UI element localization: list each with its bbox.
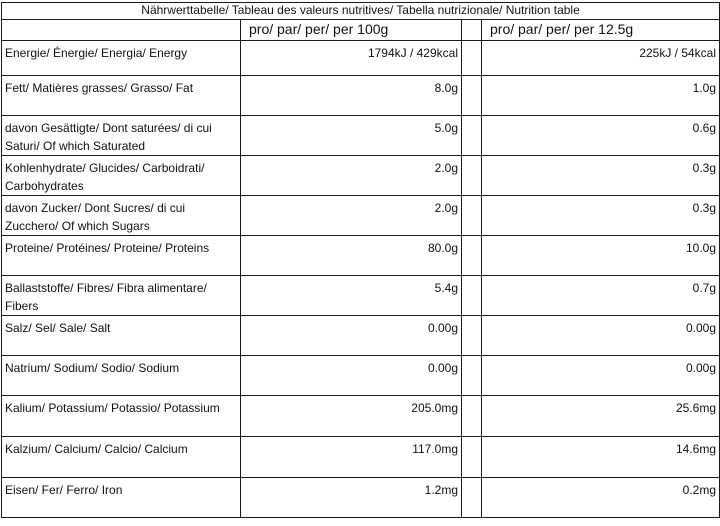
table-row: [2, 356, 720, 396]
value-per-100g: 2.0g: [241, 196, 462, 236]
header-per-portion: pro/ par/ per/ per 12.5g: [482, 20, 720, 41]
nutrient-label: Kalzium/ Calcium/ Calcio/ Calcium: [2, 437, 241, 478]
value-per-portion: 0.3g: [482, 196, 720, 236]
header-empty-cell: [2, 20, 241, 41]
value-per-portion: 0.6g: [482, 116, 720, 156]
value-per-100g: 8.0g: [241, 76, 462, 116]
column-gap: [462, 356, 482, 396]
value-per-100g: 2.0g: [241, 156, 462, 196]
value-per-portion: 0.3g: [482, 156, 720, 196]
value-per-portion: 1.0g: [482, 76, 720, 116]
nutrient-label: Eisen/ Fer/ Ferro/ Iron: [2, 478, 241, 518]
column-gap: [462, 478, 482, 518]
value-per-100g: 0.00g: [241, 316, 462, 356]
value-per-100g: 1.2mg: [241, 478, 462, 518]
column-gap: [462, 116, 482, 156]
column-gap: [462, 236, 482, 276]
nutrition-table: [1, 2, 720, 518]
header-per-100g: pro/ par/ per/ per 100g: [241, 20, 462, 41]
table-title-row: [2, 3, 720, 20]
value-per-portion: 25.6mg: [482, 396, 720, 437]
value-per-100g: 80.0g: [241, 236, 462, 276]
column-gap: [462, 276, 482, 316]
value-per-100g: 5.4g: [241, 276, 462, 316]
table-row: [2, 41, 720, 76]
table-row: [2, 396, 720, 437]
nutrient-label: Salz/ Sel/ Sale/ Salt: [2, 316, 241, 356]
table-row: [2, 316, 720, 356]
nutrient-label: Kalium/ Potassium/ Potassio/ Potassium: [2, 396, 241, 437]
column-gap: [462, 76, 482, 116]
nutrient-label: Kohlenhydrate/ Glucides/ Carboidrati/ Carbohydrates: [2, 156, 241, 196]
table-row: [2, 116, 720, 156]
value-per-portion: 0.00g: [482, 356, 720, 396]
column-gap: [462, 316, 482, 356]
table-row: [2, 276, 720, 316]
column-gap: [462, 156, 482, 196]
value-per-portion: 0.7g: [482, 276, 720, 316]
value-per-100g: 205.0mg: [241, 396, 462, 437]
value-per-portion: 0.00g: [482, 316, 720, 356]
value-per-portion: 0.2mg: [482, 478, 720, 518]
table-row: [2, 156, 720, 196]
value-per-100g: 0.00g: [241, 356, 462, 396]
value-per-portion: 10.0g: [482, 236, 720, 276]
table-row: [2, 236, 720, 276]
value-per-portion: 14.6mg: [482, 437, 720, 478]
table-row: [2, 478, 720, 518]
column-gap: [462, 196, 482, 236]
nutrient-label: Ballaststoffe/ Fibres/ Fibra alimentare/ Fibers: [2, 276, 241, 316]
column-gap: [462, 437, 482, 478]
column-gap: [462, 41, 482, 76]
nutrient-label: Fett/ Matières grasses/ Grasso/ Fat: [2, 76, 241, 116]
nutrient-label: davon Zucker/ Dont Sucres/ di cui Zucchero/ Of which Sugars: [2, 196, 241, 236]
column-gap: [462, 20, 482, 41]
value-per-100g: 1794kJ / 429kcal: [241, 41, 462, 76]
nutrient-label: Proteine/ Protéines/ Proteine/ Proteins: [2, 236, 241, 276]
nutrient-label: davon Gesättigte/ Dont saturées/ di cui Saturi/ Of which Saturated: [2, 116, 241, 156]
table-title: Nährwerttabelle/ Tableau des valeurs nutritives/ Tabella nutrizionale/ Nutrition table: [2, 3, 720, 20]
value-per-100g: 117.0mg: [241, 437, 462, 478]
table-row: [2, 76, 720, 116]
value-per-portion: 225kJ / 54kcal: [482, 41, 720, 76]
nutrient-label: Natrium/ Sodium/ Sodio/ Sodium: [2, 356, 241, 396]
column-gap: [462, 396, 482, 437]
table-row: [2, 196, 720, 236]
column-header-row: [2, 20, 720, 41]
value-per-100g: 5.0g: [241, 116, 462, 156]
nutrient-label: Energie/ Énergie/ Energia/ Energy: [2, 41, 241, 76]
table-row: [2, 437, 720, 478]
